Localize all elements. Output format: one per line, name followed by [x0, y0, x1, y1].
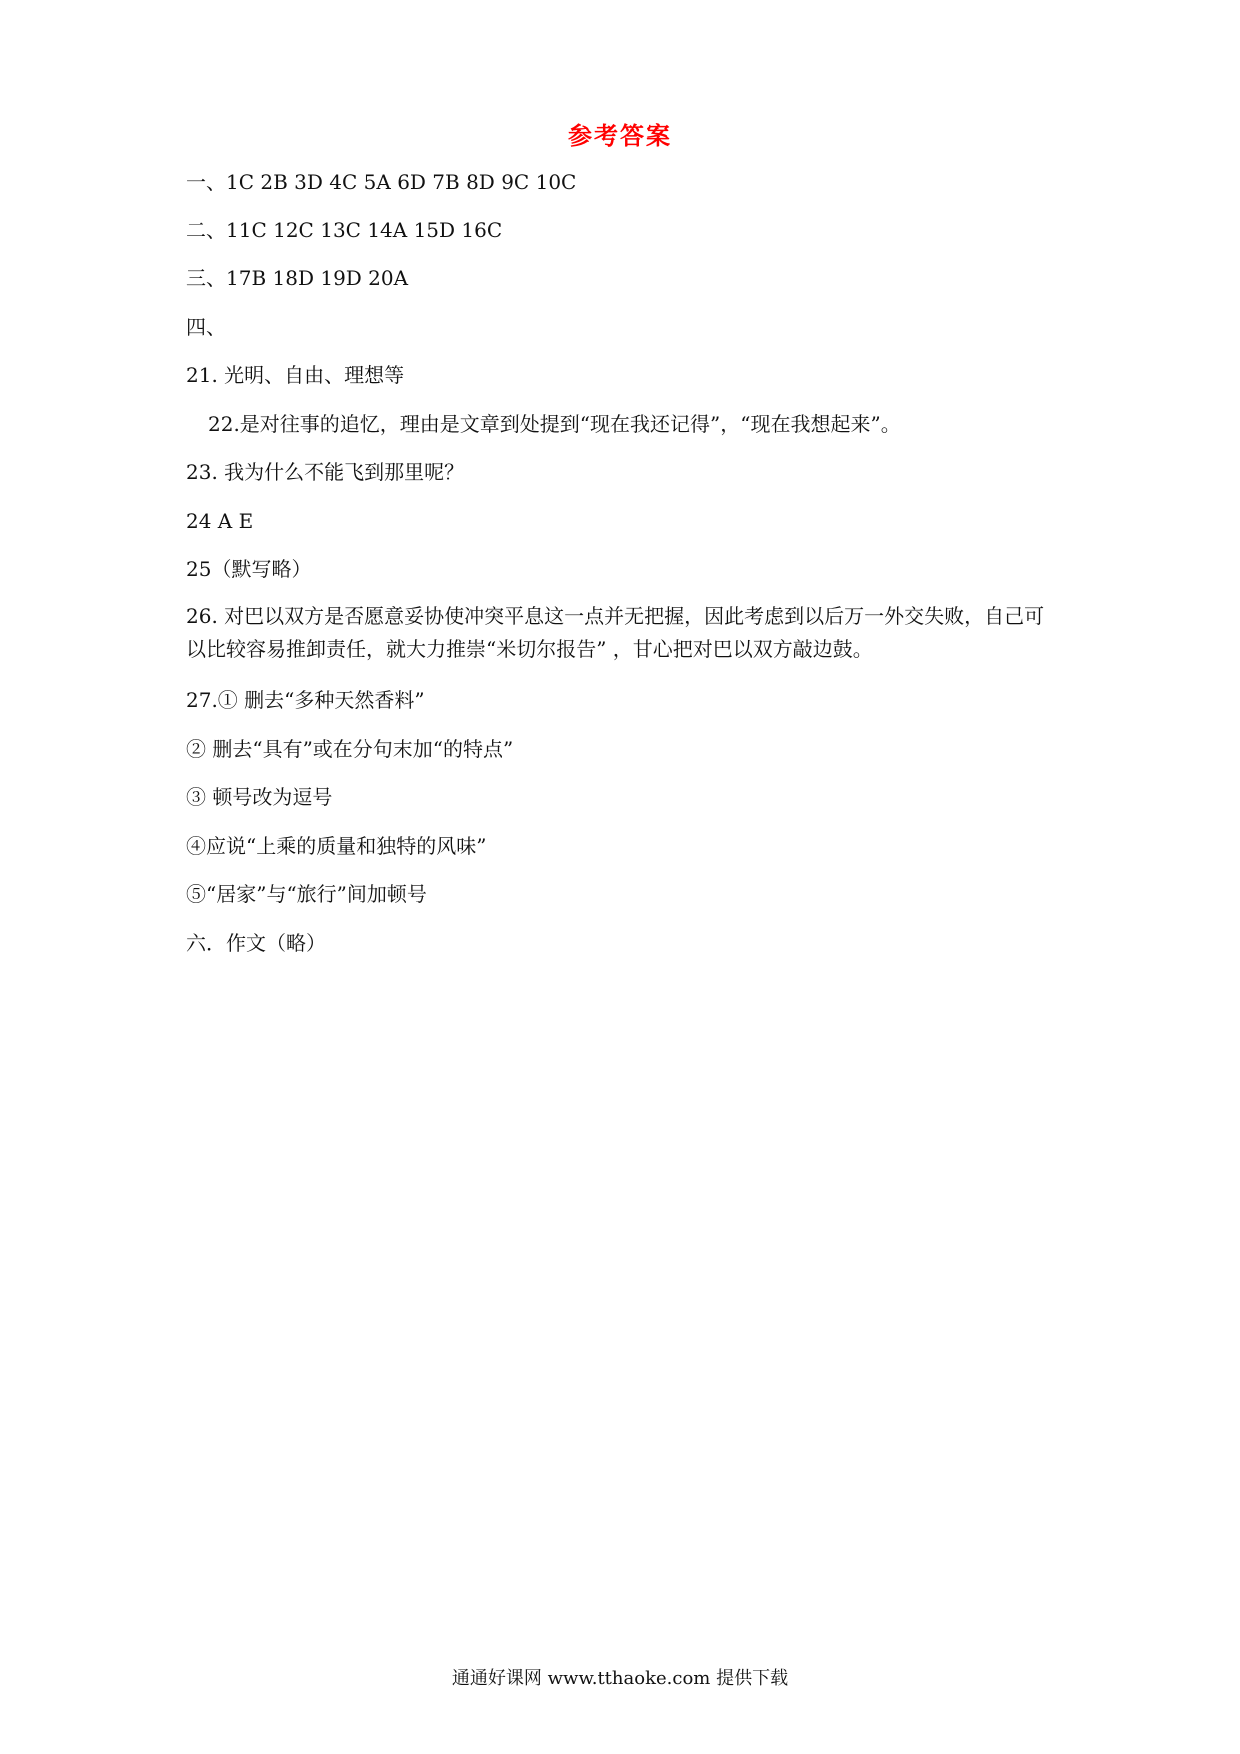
answer-line-1: 一、1C 2B 3D 4C 5A 6D 7B 8D 9C 10C [186, 170, 577, 194]
answer-line-2: 二、11C 12C 13C 14A 15D 16C [186, 218, 503, 242]
answer-line-22: 22.是对往事的追忆，理由是文章到处提到“现在我还记得”，“现在我想起来”。 [208, 412, 901, 436]
answer-line-21: 21. 光明、自由、理想等 [186, 363, 405, 387]
answer-line-27-1: 27.① 删去“多种天然香料” [186, 688, 425, 712]
answer-line-23: 23. 我为什么不能飞到那里呢？ [186, 460, 465, 484]
answer-line-27-5: ⑤“居家”与“旅行”间加顿号 [186, 882, 427, 906]
answer-line-27-3: ③ 顿号改为逗号 [186, 785, 333, 809]
answer-line-4: 四、 [186, 315, 226, 339]
answer-line-27-2: ② 删去“具有”或在分句末加“的特点” [186, 737, 514, 761]
page-title: 参考答案 [568, 121, 672, 150]
answer-line-27-4: ④应说“上乘的质量和独特的风味” [186, 834, 487, 858]
answer-line-25: 25（默写略） [186, 557, 312, 581]
answer-line-3: 三、17B 18D 19D 20A [186, 266, 409, 290]
answer-line-6: 六．作文（略） [186, 931, 326, 955]
answer-line-24: 24 A E [186, 509, 254, 533]
footer-download-notice: 通通好课网 www.tthaoke.com 提供下载 [451, 1668, 789, 1689]
answer-paragraph-26: 26. 对巴以双方是否愿意妥协使冲突平息这一点并无把握，因此考虑到以后万一外交失败，自己可以比较容易推卸责任，就大力推崇“米切尔报告” ，甘心把对巴以双方敲边鼓。 [186, 604, 1045, 661]
